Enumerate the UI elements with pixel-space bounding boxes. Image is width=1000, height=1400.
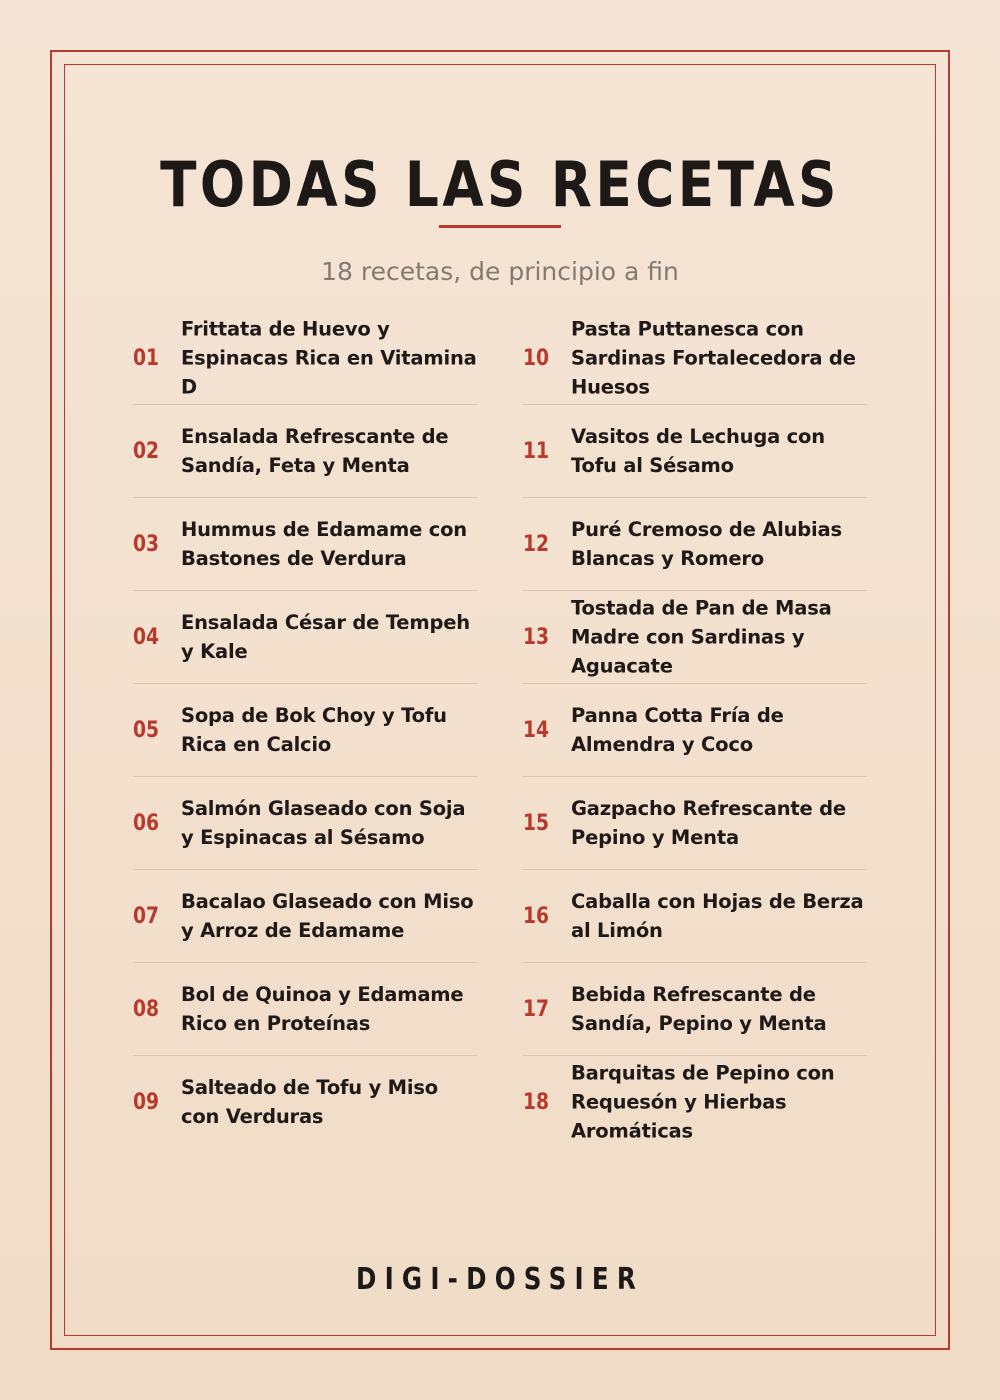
recipe-number: 04	[133, 624, 160, 650]
recipe-item[interactable]	[133, 869, 477, 962]
recipe-number: 01	[133, 345, 160, 371]
recipe-name: Barquitas de Pepino con Requesón y Hierbas Aromáticas	[571, 1061, 835, 1143]
recipe-item[interactable]	[523, 590, 867, 683]
recipe-number: 11	[523, 438, 550, 464]
recipe-item[interactable]	[523, 312, 867, 404]
recipe-item[interactable]	[133, 776, 477, 869]
recipe-name: Bol de Quinoa y Edamame Rico en Proteínas	[181, 983, 464, 1035]
title-underline	[439, 225, 561, 228]
recipe-name: Frittata de Huevo y Espinacas Rica en Vitamina D	[181, 317, 477, 399]
recipe-name: Salmón Glaseado con Soja y Espinacas al Sésamo	[181, 797, 466, 849]
brand-logo: DIGI-DOSSIER	[355, 1262, 645, 1297]
recipe-item[interactable]	[523, 497, 867, 590]
recipe-name: Tostada de Pan de Masa Madre con Sardinas y Aguacate	[571, 596, 832, 678]
recipe-name: Hummus de Edamame con Bastones de Verdura	[181, 518, 467, 570]
recipe-name: Panna Cotta Fría de Almendra y Coco	[571, 704, 784, 756]
recipe-item[interactable]	[133, 1055, 477, 1148]
page-subtitle: 18 recetas, de principio a fin	[321, 257, 679, 286]
recipe-list-left	[133, 312, 477, 1148]
recipe-item[interactable]	[133, 683, 477, 776]
recipe-item[interactable]	[133, 497, 477, 590]
recipe-number: 14	[523, 717, 550, 743]
recipe-name: Ensalada César de Tempeh y Kale	[181, 611, 470, 663]
recipe-name: Ensalada Refrescante de Sandía, Feta y Menta	[181, 425, 449, 477]
recipe-number: 18	[523, 1089, 550, 1115]
recipe-number: 09	[133, 1089, 160, 1115]
recipe-number: 06	[133, 810, 160, 836]
recipe-number: 07	[133, 903, 160, 929]
recipe-number: 08	[133, 996, 160, 1022]
recipe-item[interactable]	[523, 962, 867, 1055]
recipe-item[interactable]	[523, 869, 867, 962]
recipe-number: 12	[523, 531, 550, 557]
recipe-number: 03	[133, 531, 160, 557]
recipe-name: Vasitos de Lechuga con Tofu al Sésamo	[571, 425, 825, 477]
recipe-number: 15	[523, 810, 550, 836]
recipe-number: 13	[523, 624, 550, 650]
recipe-number: 16	[523, 903, 550, 929]
page-title: TODAS LAS RECETAS	[160, 148, 840, 221]
recipe-item[interactable]	[133, 962, 477, 1055]
recipe-number: 17	[523, 996, 550, 1022]
recipe-item[interactable]	[523, 404, 867, 497]
recipe-name: Caballa con Hojas de Berza al Limón	[571, 890, 864, 942]
recipe-number: 10	[523, 345, 550, 371]
recipe-item[interactable]	[523, 1055, 867, 1148]
recipe-name: Gazpacho Refrescante de Pepino y Menta	[571, 797, 846, 849]
recipe-number: 02	[133, 438, 160, 464]
recipe-name: Bacalao Glaseado con Miso y Arroz de Edamame	[181, 890, 474, 942]
recipe-item[interactable]	[133, 312, 477, 404]
recipe-number: 05	[133, 717, 160, 743]
recipe-name: Puré Cremoso de Alubias Blancas y Romero	[571, 518, 842, 570]
recipe-item[interactable]	[523, 683, 867, 776]
recipe-name: Sopa de Bok Choy y Tofu Rica en Calcio	[181, 704, 447, 756]
recipe-item[interactable]	[133, 590, 477, 683]
recipe-name: Pasta Puttanesca con Sardinas Fortalecedora de Huesos	[571, 317, 856, 399]
recipe-item[interactable]	[523, 776, 867, 869]
recipe-list-right	[523, 312, 867, 1148]
recipe-name: Salteado de Tofu y Miso con Verduras	[181, 1076, 438, 1128]
recipe-item[interactable]	[133, 404, 477, 497]
recipe-name: Bebida Refrescante de Sandía, Pepino y Menta	[571, 983, 827, 1035]
